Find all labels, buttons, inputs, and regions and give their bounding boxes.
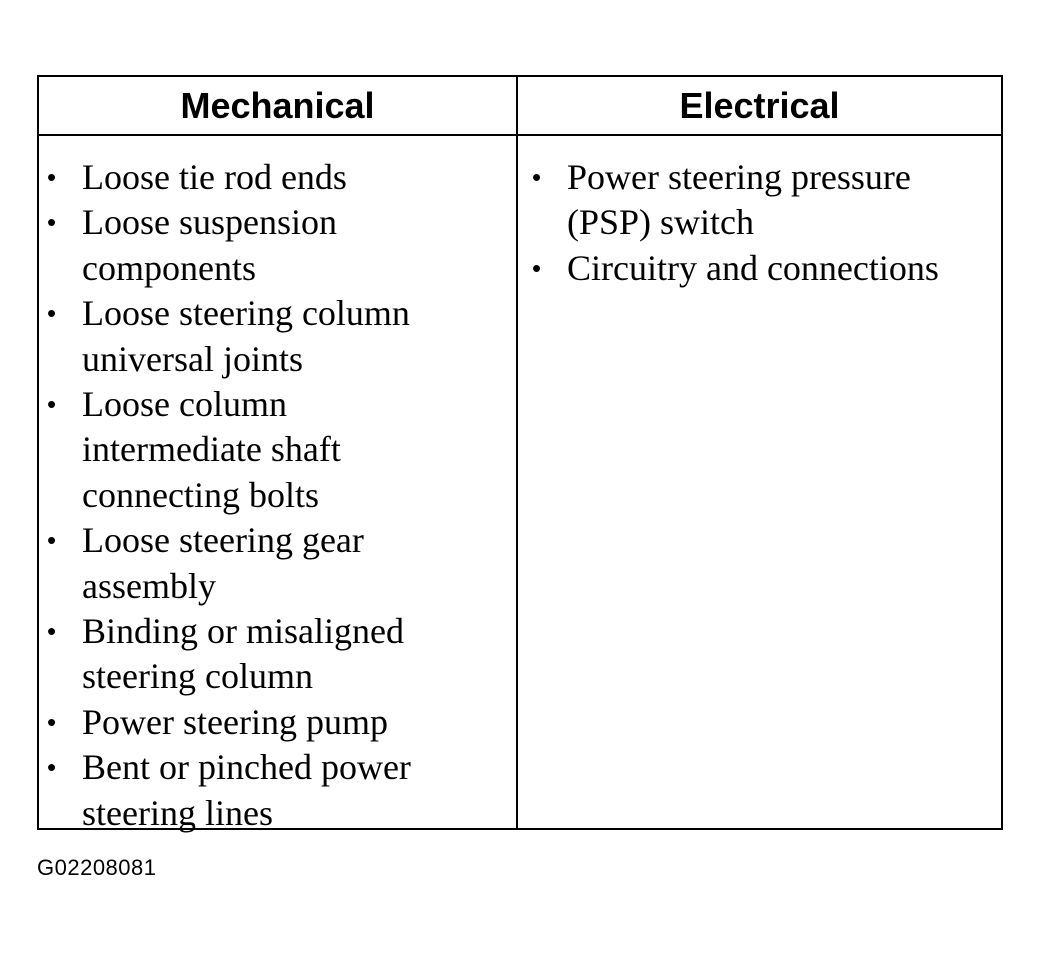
bullet-icon: • [47, 525, 57, 556]
header-rule [39, 134, 1001, 136]
item-text: Loose suspension components [82, 202, 337, 288]
mechanical-column [47, 155, 509, 836]
electrical-column [532, 155, 1002, 291]
item-text: Power steering pump [82, 701, 388, 742]
item-text: Loose steering gear assembly [82, 520, 364, 606]
item-text: Circuitry and connections [567, 247, 939, 288]
bullet-icon: • [47, 752, 57, 783]
list-item [47, 291, 509, 382]
bullet-icon: • [532, 162, 542, 192]
bullet-icon: • [47, 389, 57, 420]
list-item [47, 200, 509, 291]
list-item [47, 700, 509, 745]
bullet-icon: • [47, 162, 57, 192]
list-item [47, 745, 509, 836]
mechanical-list [47, 155, 509, 836]
list-item [47, 609, 509, 700]
symptom-table [37, 75, 1003, 833]
list-item [47, 382, 509, 518]
list-item [532, 155, 1002, 246]
item-text: Power steering pressure (PSP) switch [567, 157, 911, 243]
list-item [47, 518, 509, 609]
list-item [47, 155, 509, 200]
header-mechanical: Mechanical [180, 84, 375, 126]
bullet-icon: • [47, 298, 57, 329]
bullet-icon: • [532, 252, 542, 283]
figure-id: G02208081 [37, 855, 157, 880]
item-text: Loose steering column universal joints [82, 293, 410, 379]
item-text: Binding or misaligned steering column [82, 611, 404, 697]
item-text: Loose tie rod ends [82, 157, 347, 197]
bullet-icon: • [47, 706, 57, 737]
item-text: Bent or pinched power steering lines [82, 747, 411, 833]
bullet-icon: • [47, 207, 57, 238]
electrical-list [532, 155, 1002, 291]
bullet-icon: • [47, 616, 57, 647]
column-divider [516, 77, 518, 828]
item-text: Loose column intermediate shaft connecting bolts [82, 384, 341, 515]
header-electrical: Electrical [679, 84, 840, 126]
list-item [532, 246, 1002, 291]
